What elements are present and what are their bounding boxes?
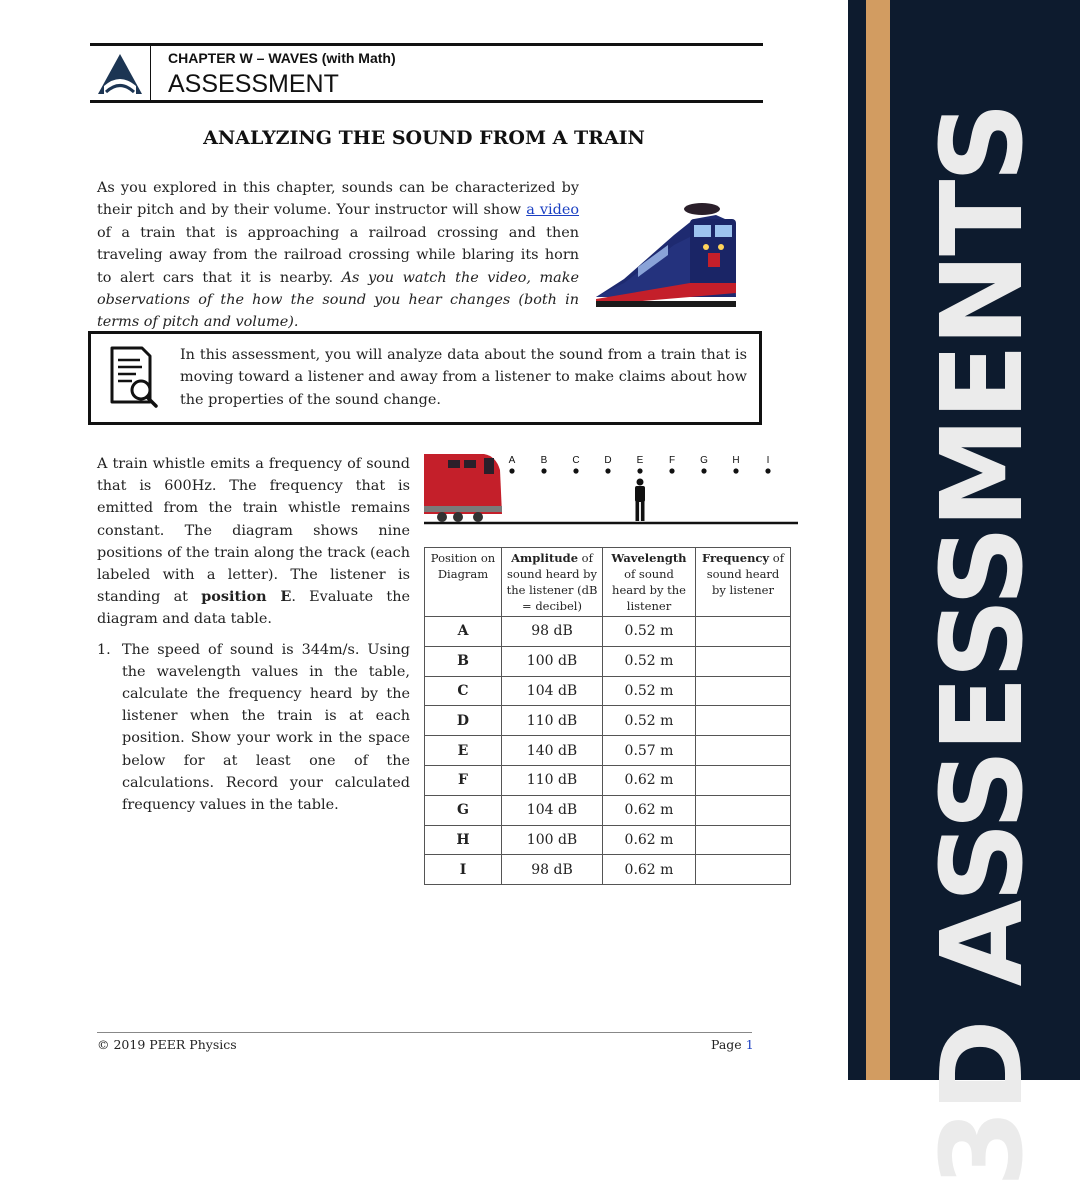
table-row <box>425 617 791 647</box>
cell-position: I <box>425 855 502 885</box>
cell-wavelength: 0.52 m <box>603 617 696 647</box>
cell-amplitude: 104 dB <box>502 795 603 825</box>
page-number: Page 1 <box>711 1037 754 1052</box>
banner-title: 3D ASSESSMENTS <box>918 104 1048 1187</box>
question-1 <box>97 639 410 817</box>
intro-paragraph <box>97 177 579 334</box>
cell-amplitude: 100 dB <box>502 646 603 676</box>
document-search-icon <box>106 344 162 408</box>
peer-physics-logo-icon <box>96 52 144 96</box>
table-row <box>425 736 791 766</box>
cell-position: E <box>425 736 502 766</box>
question-1-text: The speed of sound is 344m/s. Using the wavelength values in the table, calculate the frequency heard by the listener when the train is at each position. Show your work in the space below for at least one of the calculations. Record your calculated frequency values in the table. <box>122 641 410 814</box>
objective-box <box>88 331 762 425</box>
cell-position: G <box>425 795 502 825</box>
cell-frequency[interactable] <box>696 617 791 647</box>
position-label: A <box>508 455 516 466</box>
cell-frequency[interactable] <box>696 736 791 766</box>
cell-wavelength: 0.62 m <box>603 825 696 855</box>
header-rule-bottom <box>90 100 763 103</box>
diagram-train <box>424 454 502 522</box>
cell-position: A <box>425 617 502 647</box>
cell-frequency[interactable] <box>696 765 791 795</box>
cell-frequency[interactable] <box>696 855 791 885</box>
position-label: B <box>540 455 548 466</box>
cell-wavelength: 0.62 m <box>603 765 696 795</box>
position-label: F <box>668 455 676 466</box>
cell-position: F <box>425 765 502 795</box>
listener-position: position E <box>201 588 292 606</box>
question-number: 1. <box>97 641 111 658</box>
position-label: I <box>766 455 770 466</box>
scenario-text-2: . Evaluate the diagram and data table. <box>97 589 410 628</box>
position-marker <box>733 468 738 473</box>
table-row <box>425 855 791 885</box>
table-row <box>425 825 791 855</box>
table-row <box>425 765 791 795</box>
cell-amplitude: 104 dB <box>502 676 603 706</box>
position-marker <box>637 468 642 473</box>
cell-amplitude: 100 dB <box>502 825 603 855</box>
cell-amplitude: 98 dB <box>502 855 603 885</box>
table-row <box>425 706 791 736</box>
cell-amplitude: 110 dB <box>502 765 603 795</box>
header-rule-top <box>90 43 763 46</box>
video-link[interactable]: a video <box>526 202 580 219</box>
position-label: D <box>604 455 612 466</box>
intro-instruction: As you watch the video, make observations of the how the sound you hear changes (both in terms of pitch and volume). <box>97 269 579 331</box>
train-illustration <box>594 197 740 309</box>
cell-wavelength: 0.52 m <box>603 646 696 676</box>
table-row <box>425 795 791 825</box>
train-position-diagram <box>422 448 800 528</box>
question-column <box>97 453 410 816</box>
header-divider <box>150 46 151 100</box>
position-label: E <box>636 455 644 466</box>
table-row <box>425 646 791 676</box>
banner-stripe <box>866 0 890 1080</box>
position-marker <box>573 468 578 473</box>
position-marker <box>701 468 706 473</box>
cell-amplitude: 98 dB <box>502 617 603 647</box>
intro-text-2: of a train that is approaching a railroad crossing and then traveling away from the railroad crossing while blaring its horn to alert cars that it is nearby. <box>97 224 579 286</box>
cell-position: C <box>425 676 502 706</box>
cell-frequency[interactable] <box>696 676 791 706</box>
position-marker <box>669 468 674 473</box>
intro-text-1: As you explored in this chapter, sounds can be characterized by their pitch and by their volume. Your instructor will show <box>97 180 579 219</box>
cell-frequency[interactable] <box>696 795 791 825</box>
copyright: © 2019 PEER Physics <box>97 1037 237 1052</box>
data-table <box>424 547 791 885</box>
cell-wavelength: 0.52 m <box>603 706 696 736</box>
position-label: H <box>732 455 740 466</box>
cell-frequency[interactable] <box>696 825 791 855</box>
cell-position: H <box>425 825 502 855</box>
header-amplitude: Amplitude of sound heard by the listener (dB = decibel) <box>502 548 603 617</box>
header-frequency: Frequency of sound heard by listener <box>696 548 791 617</box>
scenario-text-1: A train whistle emits a frequency of sound that is 600Hz. The frequency that is emitted from the train whistle remains constant. The diagram shows nine positions of the train along the track (each labeled with a letter). The listener is standing at <box>97 456 410 606</box>
cell-wavelength: 0.62 m <box>603 855 696 885</box>
page-title: ANALYZING THE SOUND FROM A TRAIN <box>203 127 645 149</box>
position-marker <box>605 468 610 473</box>
listener-figure <box>635 479 645 522</box>
cell-amplitude: 140 dB <box>502 736 603 766</box>
cell-frequency[interactable] <box>696 646 791 676</box>
position-label: G <box>700 455 708 466</box>
position-marker <box>509 468 514 473</box>
position-label: C <box>572 455 580 466</box>
header-wavelength: Wavelength of sound heard by the listener <box>603 548 696 617</box>
cell-amplitude: 110 dB <box>502 706 603 736</box>
objective-text: In this assessment, you will analyze data about the sound from a train that is moving toward a listener and away from a listener to make claims about how the properties of the sound change. <box>180 347 747 408</box>
cell-position: B <box>425 646 502 676</box>
cell-wavelength: 0.57 m <box>603 736 696 766</box>
position-marker <box>765 468 770 473</box>
footer-rule <box>97 1032 752 1033</box>
cell-position: D <box>425 706 502 736</box>
chapter-title: CHAPTER W – WAVES (with Math) <box>168 50 396 66</box>
assessment-label: ASSESSMENT <box>168 70 339 98</box>
cell-wavelength: 0.62 m <box>603 795 696 825</box>
scenario-paragraph <box>97 453 410 631</box>
header-position: Position on Diagram <box>425 548 502 617</box>
table-row <box>425 676 791 706</box>
position-marker <box>541 468 546 473</box>
cell-wavelength: 0.52 m <box>603 676 696 706</box>
cell-frequency[interactable] <box>696 706 791 736</box>
